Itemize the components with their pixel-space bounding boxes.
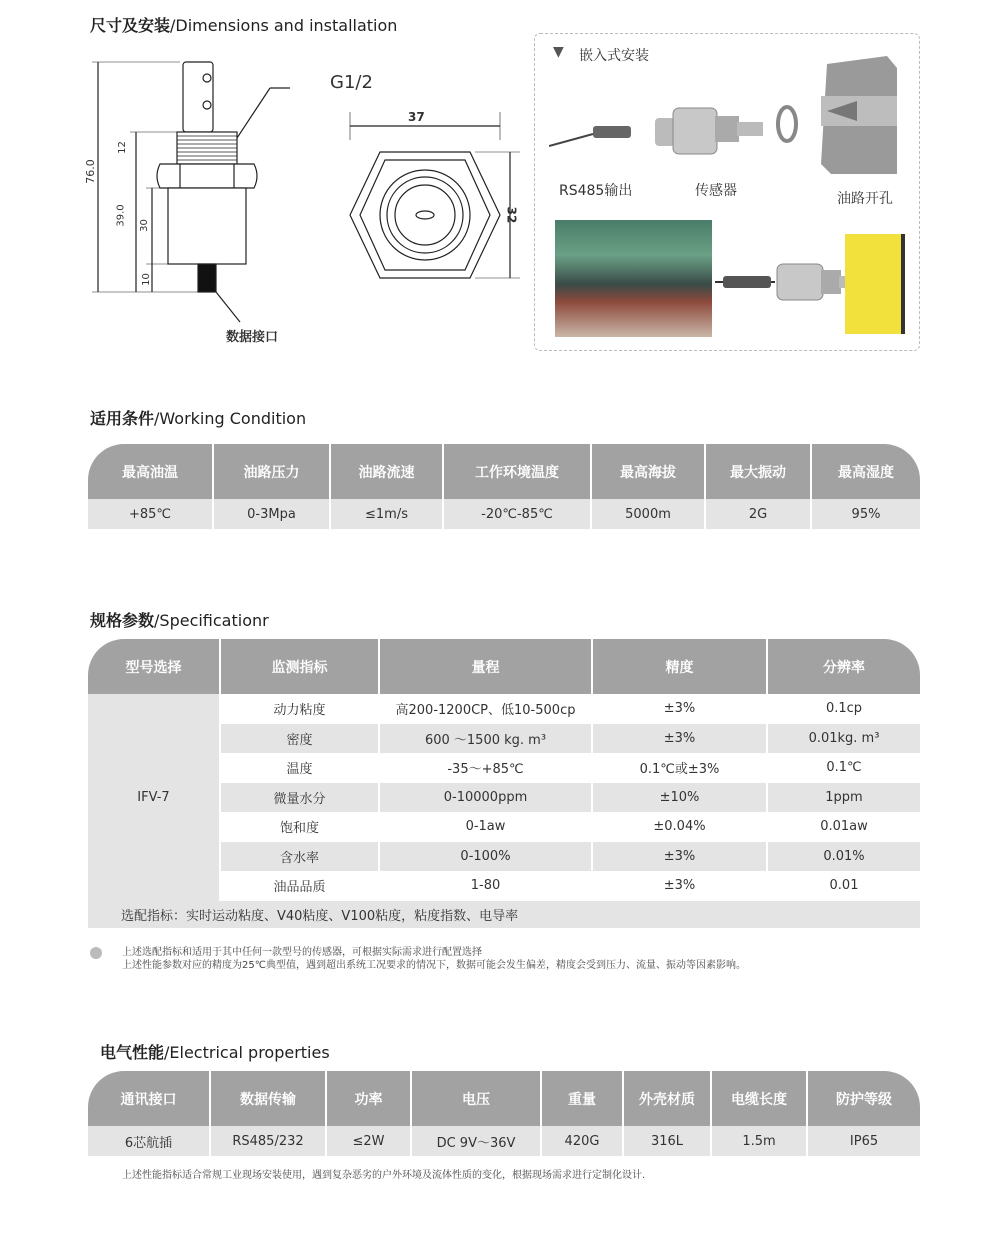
spec-acc: ±3% [592,871,767,901]
dim-32-label: 32 [504,206,519,224]
electrical-table [88,1071,920,1156]
working-header: 油路压力 [213,444,330,499]
electrical-value: ≤2W [326,1126,411,1156]
working-header: 最高海拔 [591,444,705,499]
dim-total-label: 76.0 [83,159,97,184]
thread-label: G1/2 [330,72,373,93]
cable-image [549,120,633,150]
electrical-note: 上述性能指标适合常规工业现场安装使用，遇到复杂恶劣的户外环境及流体性质的变化，根据现场需求进行定制化设计. [122,1170,646,1181]
sensor-image [651,102,767,162]
electrical-header: 通讯接口 [88,1071,210,1126]
dim-37-label: 37 [408,110,425,124]
working-header: 工作环境温度 [443,444,591,499]
note-dot-icon [90,947,102,959]
section-title-electrical: 电气性能/Electrical properties [100,1043,330,1062]
working-table-wrap [88,444,920,529]
working-value: 2G [705,499,811,529]
spec-note-1: 上述选配指标和适用于其中任何一款型号的传感器，可根据实际需求进行配置选择 [122,947,482,958]
spec-range: 0-10000ppm [379,783,592,813]
electrical-table-wrap [88,1071,920,1156]
spec-range: 600 ～1500 kg. m³ [379,724,592,754]
spec-item: 动力粘度 [220,694,379,724]
electrical-value: 420G [541,1126,623,1156]
spec-table-wrap [88,639,920,928]
electrical-header: 功率 [326,1071,411,1126]
spec-range: 1-80 [379,871,592,901]
model-cell: IFV-7 [88,694,220,901]
spec-header: 量程 [379,639,592,694]
working-value: 0-3Mpa [213,499,330,529]
spec-item: 密度 [220,724,379,754]
spec-header: 监测指标 [220,639,379,694]
spec-range: -35～+85℃ [379,753,592,783]
assembly-diagram [715,234,905,334]
working-header: 最高油温 [88,444,213,499]
dim-30-label: 30 [138,219,150,232]
working-value: +85℃ [88,499,213,529]
electrical-header: 防护等级 [807,1071,920,1126]
spec-res: 0.01kg. m³ [808,730,880,746]
working-value: 95% [851,506,881,522]
data-port-label: 数据接口 [226,330,279,345]
spec-item: 温度 [220,753,379,783]
spec-range: 0-100% [379,842,592,872]
dim-10-label: 10 [140,273,152,286]
spec-res: 0.1cp [825,701,863,717]
electrical-value: 6芯航插 [88,1126,210,1156]
spec-item: 含水率 [220,842,379,872]
rs485-label: RS485输出 [559,183,633,199]
electrical-value: IP65 [849,1133,879,1149]
working-header: 最大振动 [705,444,811,499]
working-value: -20℃-85℃ [443,499,591,529]
oil-hole-label: 油路开孔 [837,191,893,207]
electrical-header: 外壳材质 [623,1071,711,1126]
dim-39-label: 39.0 [115,204,127,227]
spec-acc: ±10% [592,783,767,813]
spec-header: 精度 [592,639,767,694]
spec-note-2: 上述性能参数对应的精度为25℃典型值，遇到超出系统工况要求的情况下，数据可能会发生偏差，精度会受到压力、流量、振动等因素影响。 [122,960,746,971]
spec-res: 0.1℃ [826,760,862,776]
spec-res: 0.01% [823,848,865,864]
spec-res: 0.01 [829,878,859,894]
spec-res: 1ppm [825,789,863,805]
working-header: 油路流速 [330,444,443,499]
spec-item: 微量水分 [220,783,379,813]
working-value: ≤1m/s [330,499,443,529]
electrical-value: RS485/232 [210,1126,326,1156]
section-title-spec: 规格参数/Specificationr [90,611,269,630]
spec-acc: 0.1℃或±3% [592,753,767,783]
section-title-working: 适用条件/Working Condition [90,409,307,428]
oil-hole-image [817,56,901,176]
spec-header: 型号选择 [88,639,220,694]
spec-acc: ±3% [592,694,767,724]
spec-res: 0.01aw [820,819,868,835]
electrical-header: 数据传输 [210,1071,326,1126]
triangle-icon: ▼ [553,44,564,60]
spec-acc: ±3% [592,724,767,754]
working-value: 5000m [591,499,705,529]
installation-photo [555,220,712,337]
sensor-label: 传感器 [695,183,737,199]
washer-image [775,104,799,144]
electrical-value: 1.5m [711,1126,807,1156]
dimension-drawing [80,40,520,360]
spec-item: 油品品质 [220,871,379,901]
installation-panel [534,33,920,351]
electrical-value: DC 9V～36V [411,1126,541,1156]
spec-acc: ±0.04% [592,812,767,842]
electrical-header: 电缆长度 [711,1071,807,1126]
spec-footer: 选配指标：实时运动粘度、V40粘度、V100粘度，粘度指数、电导率 [121,909,519,924]
spec-table [88,639,920,928]
spec-acc: ±3% [592,842,767,872]
install-title: 嵌入式安装 [579,48,649,64]
spec-header: 分辨率 [767,639,920,694]
dim-12-label: 12 [116,141,128,154]
spec-range: 0-1aw [379,812,592,842]
spec-item: 饱和度 [220,812,379,842]
spec-range: 高200-1200CP、低10-500cp [379,694,592,724]
working-header: 最高湿度 [811,444,920,499]
electrical-value: 316L [623,1126,711,1156]
electrical-header: 电压 [411,1071,541,1126]
working-table [88,444,920,529]
electrical-header: 重量 [541,1071,623,1126]
section-title-dimensions: 尺寸及安装/Dimensions and installation [90,16,398,35]
